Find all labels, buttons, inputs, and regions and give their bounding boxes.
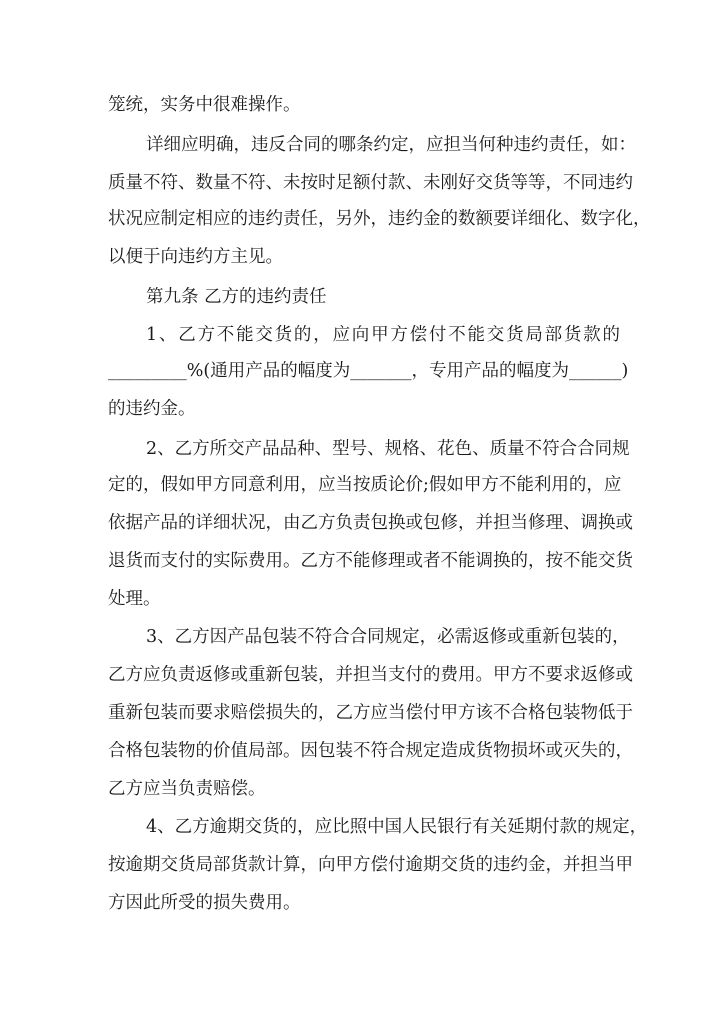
text-line: 状况应制定相应的违约责任，另外，违约金的数额要详细化、数字化， [108, 209, 651, 229]
text-line: 质量不符、数量不符、未按时足额付款、未刚好交货等等，不同违约 [108, 173, 633, 193]
text-line: 按逾期交货局部货款计算，向甲方偿付逾期交货的违约金，并担当甲 [108, 855, 633, 875]
text-line: 方因此所受的损失费用。 [108, 893, 301, 913]
text-line: 乙方应负责返修或重新包装，并担当支付的费用。甲方不要求返修或 [108, 665, 633, 685]
text-line: 以便于向违约方主见。 [108, 247, 283, 267]
text-line: 1、乙方不能交货的，应向甲方偿付不能交货局部货款的 [146, 325, 620, 345]
text-line: 依据产品的详细状况，由乙方负责包换或包修，并担当修理、调换或 [108, 513, 633, 533]
text-line: 合格包装物的价值局部。因包装不符合规定造成货物损坏或灭失的， [108, 741, 633, 761]
text-line: 的违约金。 [108, 399, 196, 419]
text-line: 4、乙方逾期交货的，应比照中国人民银行有关延期付款的规定， [146, 817, 648, 837]
text-line: 重新包装而要求赔偿损失的，乙方应当偿付甲方该不合格包装物低于 [108, 703, 633, 723]
text-line: 3、乙方因产品包装不符合合同规定，必需返修或重新包装的， [146, 627, 630, 647]
text-line-with-blanks: _________%(通用产品的幅度为_______，专用产品的幅度为______) [108, 361, 629, 381]
text-line: 笼统，实务中很难操作。 [108, 95, 301, 115]
text-line: 处理。 [108, 589, 161, 609]
text-line: 定的，假如甲方同意利用，应当按质论价;假如甲方不能利用的，应 [108, 475, 622, 495]
text-line: 详细应明确，违反合同的哪条约定，应担当何种违约责任，如： [146, 135, 636, 155]
section-heading: 第九条 乙方的违约责任 [146, 287, 327, 307]
text-line: 退货而支付的实际费用。乙方不能修理或者不能调换的，按不能交货 [108, 551, 633, 571]
text-line: 乙方应当负责赔偿。 [108, 779, 266, 799]
text-line: 2、乙方所交产品品种、型号、规格、花色、质量不符合合同规 [146, 439, 630, 459]
